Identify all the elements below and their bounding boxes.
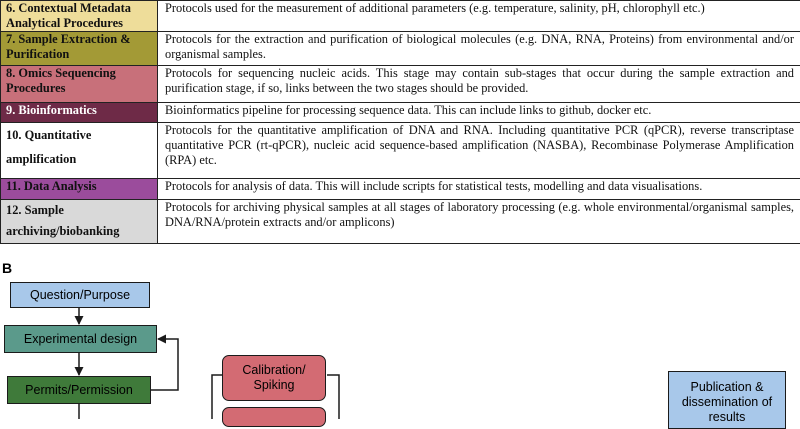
description-cell: Protocols for the extraction and purification of biological molecules (e.g. DNA, RNA, Proteins) from environmental and/or organismal samples. <box>158 32 800 66</box>
stage-cell: 9. Bioinformatics <box>1 103 158 123</box>
bracket-connector <box>212 375 222 419</box>
description-cell: Protocols for the quantitative amplification of DNA and RNA. Including quantitative PCR (qPCR), reverse transcriptase quantitative PCR (rt-qPCR), nucleic acid sequence-based amplification (NASBA), Recombinase Polymerase Amplification (RPA) etc. <box>158 123 800 179</box>
description-cell: Protocols for sequencing nucleic acids. This stage may contain sub-stages that occur during the sample extraction and purification stage, if so, links between the two stages should be provided. <box>158 66 800 103</box>
description-cell: Protocols used for the measurement of additional parameters (e.g. temperature, salinity, pH, chlorophyll etc.) <box>158 1 800 32</box>
description-cell: Bioinformatics pipeline for processing sequence data. This can include links to github, docker etc. <box>158 103 800 123</box>
stage-cell: 7. Sample Extraction & Purification <box>1 32 158 66</box>
calibration-spiking-box: Calibration/ Spiking <box>222 355 326 401</box>
stage-cell: 11. Data Analysis <box>1 179 158 200</box>
stage-cell: 8. Omics Sequencing Procedures <box>1 66 158 103</box>
permits-permission-box: Permits/Permission <box>7 376 151 404</box>
question-purpose-box: Question/Purpose <box>10 282 150 308</box>
panel-label: B <box>2 260 12 276</box>
stage-cell: 12. Sample archiving/biobanking <box>1 200 158 244</box>
bracket-connector <box>327 375 339 419</box>
publication-dissemination-box: Publication & dissemination of results <box>668 371 786 429</box>
experimental-design-box: Experimental design <box>4 325 157 353</box>
next-stage-box <box>222 407 326 427</box>
description-cell: Protocols for analysis of data. This will include scripts for statistical tests, modelling and data visualisations. <box>158 179 800 200</box>
stage-cell: 10. Quantitative amplification <box>1 123 158 179</box>
stage-cell: 6. Contextual Metadata Analytical Procedures <box>1 1 158 32</box>
description-cell: Protocols for archiving physical samples at all stages of laboratory processing (e.g. whole environmental/organismal samples, DNA/RNA/protein extracts and/or amplicons) <box>158 200 800 244</box>
